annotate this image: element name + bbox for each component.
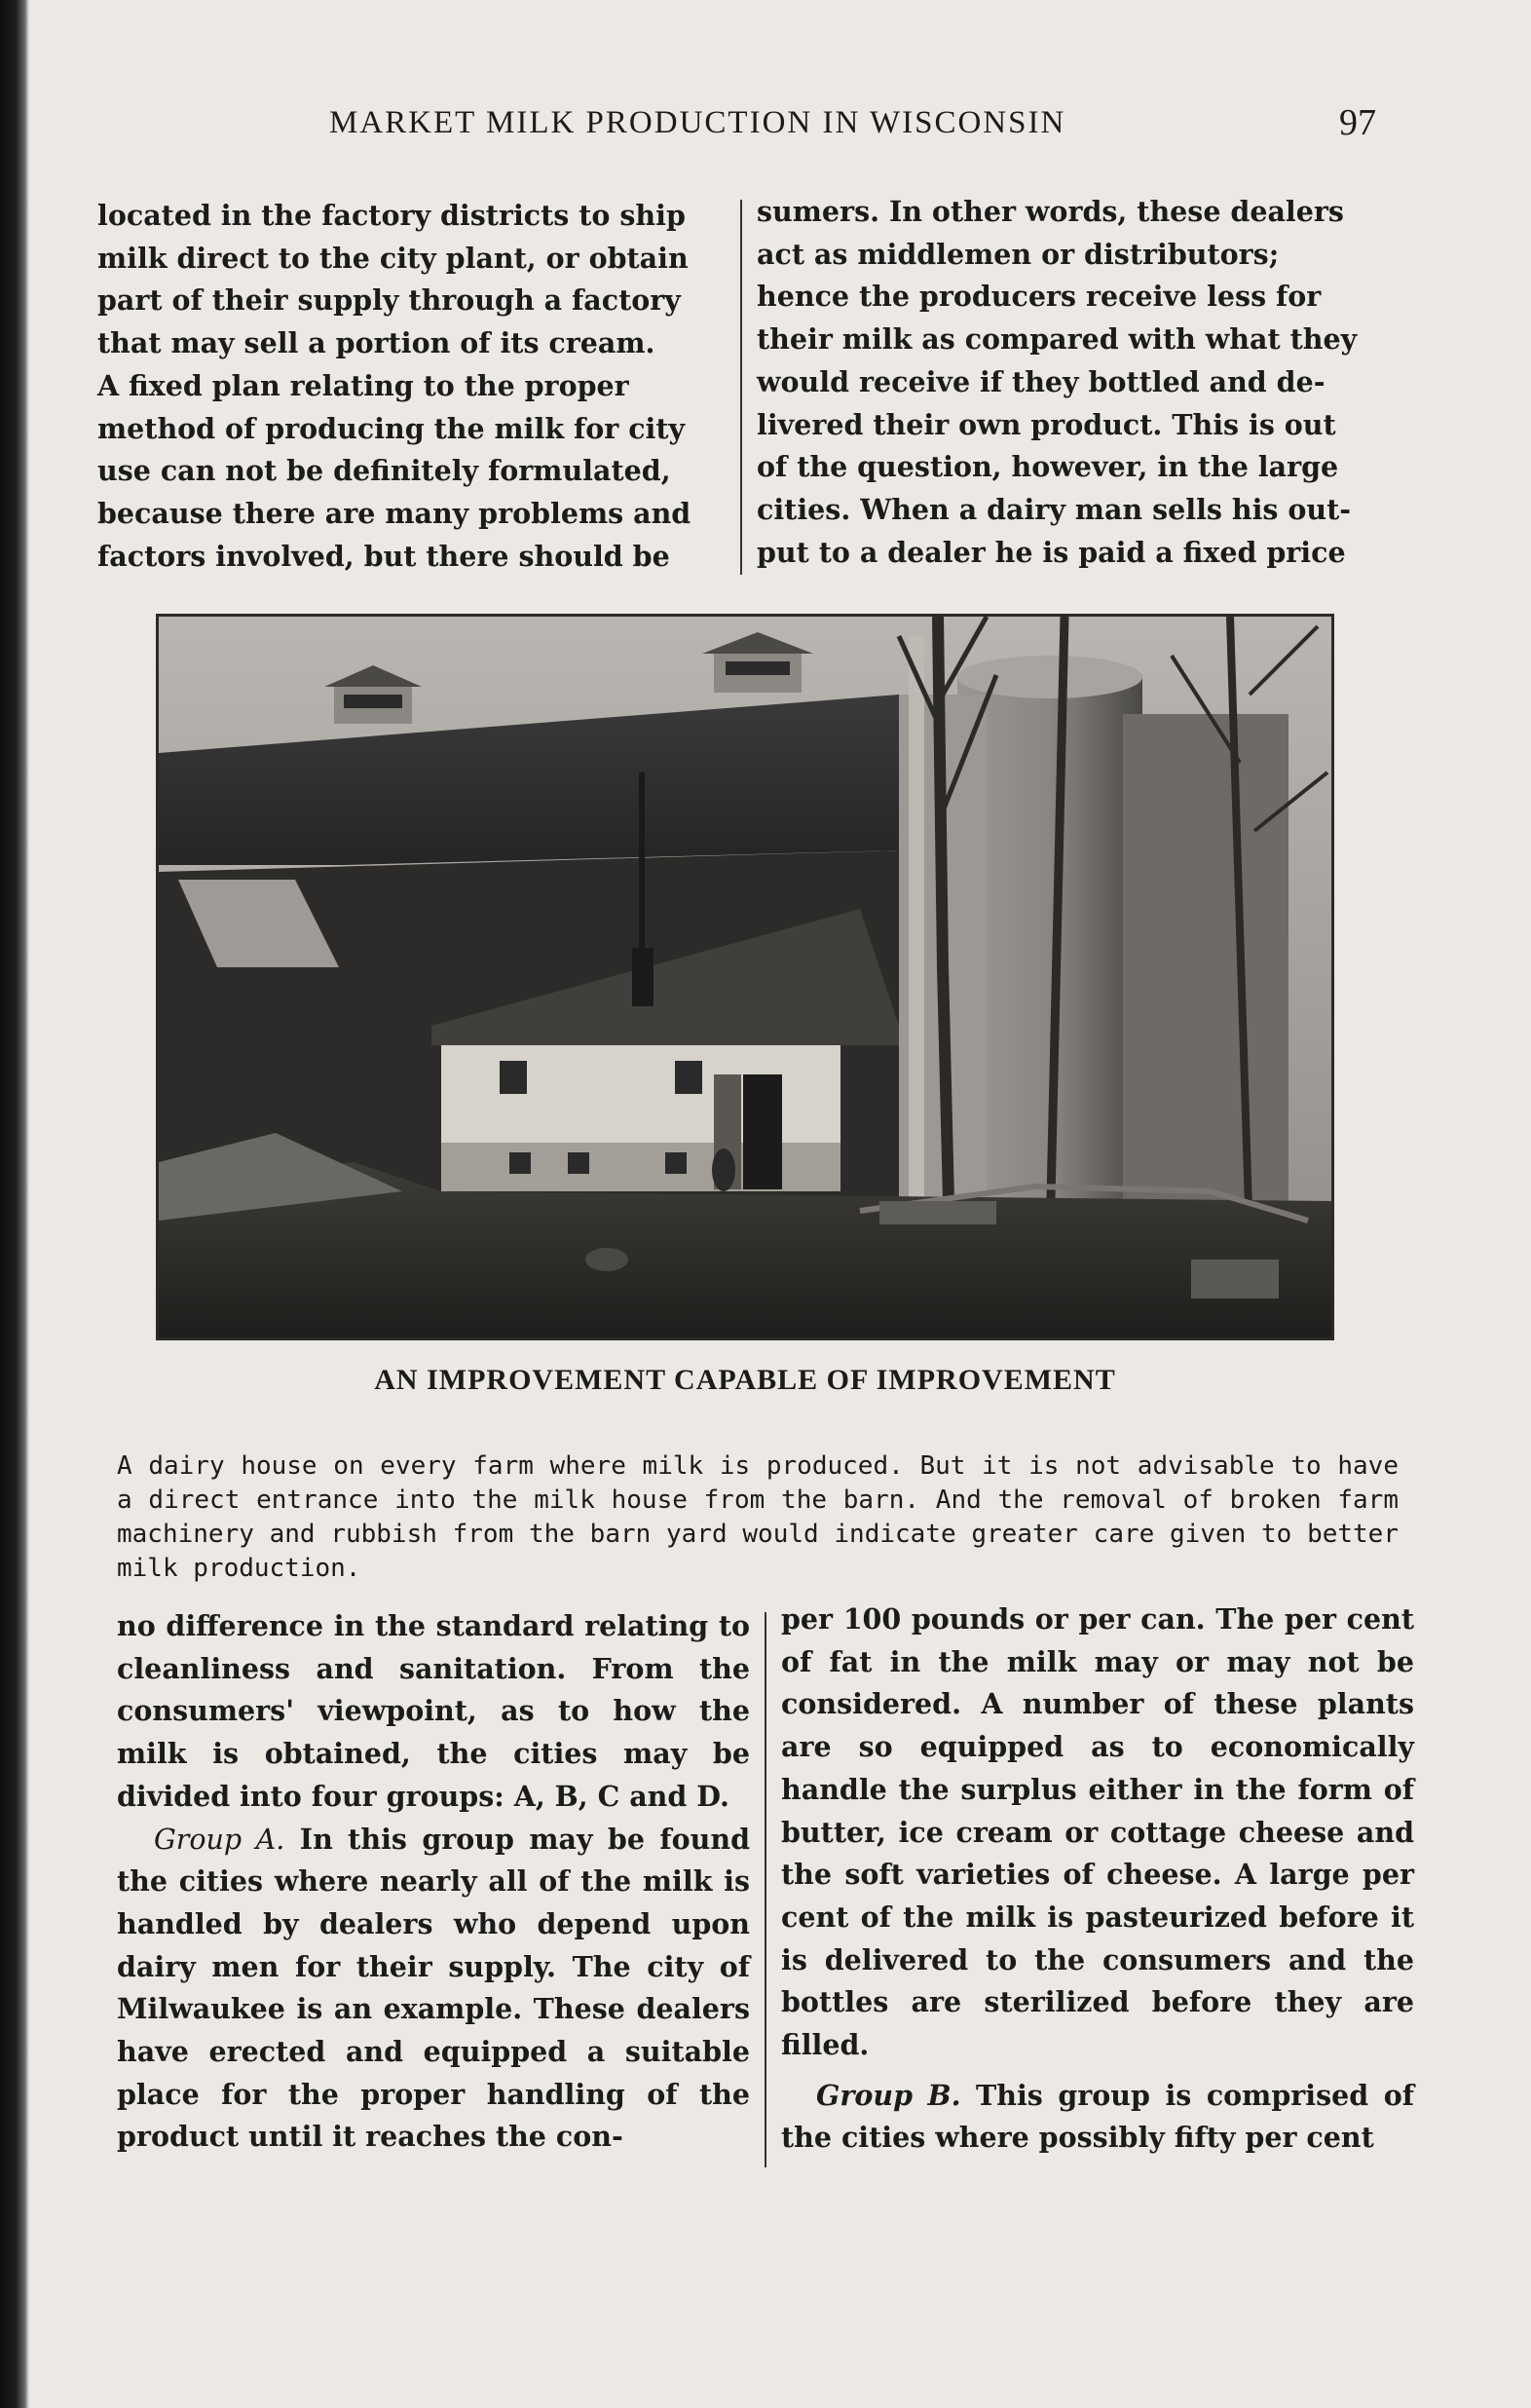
top-left-column	[97, 195, 730, 578]
text-line: put to a dealer he is paid a fixed price	[757, 535, 1346, 569]
column-divider	[765, 1612, 766, 2167]
paragraph	[781, 2075, 1414, 2160]
text-line: sumers. In other words, these dealers	[757, 195, 1344, 228]
text-line: located in the factory districts to ship	[97, 199, 686, 232]
paragraph	[117, 1819, 750, 2160]
text-line: that may sell a portion of its cream.	[97, 326, 655, 360]
text-line: because there are many problems and	[97, 496, 691, 530]
figure-caption-title: AN IMPROVEMENT CAPABLE OF IMPROVEMENT	[374, 1364, 1116, 1396]
text-line: act as middlemen or distributors;	[757, 237, 1280, 271]
page-number: 97	[1339, 102, 1376, 143]
text-line: livered their own product. This is out	[757, 407, 1336, 441]
text-line: cities. When a dairy man sells his out-	[757, 492, 1352, 526]
text-line: part of their supply through a factory	[97, 283, 681, 318]
text-line: A fixed plan relating to the proper	[97, 368, 629, 402]
text-line: their milk as compared with what they	[757, 322, 1358, 357]
text-line: of the question, however, in the large	[757, 450, 1339, 484]
group-b-label: Group B.	[816, 2078, 961, 2112]
book-binding-edge	[0, 0, 29, 2408]
bottom-right-column	[781, 1599, 1414, 2160]
running-title: MARKET MILK PRODUCTION IN WISCONSIN	[329, 105, 1066, 140]
text-line: method of producing the milk for city	[97, 411, 686, 445]
text-line: use can not be definitely formulated,	[97, 454, 671, 488]
top-right-column	[757, 191, 1390, 574]
bottom-left-column	[117, 1605, 750, 2159]
text-line: factors involved, but there should be	[97, 539, 670, 573]
column-divider	[740, 200, 742, 575]
group-a-text: In this group may be found the cities where nearly all of the milk is handled by dealers who depend upon dairy men for their supply. The city of Milwaukee is an example. These dealers have erected and equipped a suitable place for the proper handling of the product until it reaches the con-	[117, 1822, 750, 2154]
text-line: milk direct to the city plant, or obtain	[97, 241, 689, 275]
paragraph: per 100 pounds or per can. The per cent of fat in the milk may or may not be considered. A number of these plants are so equipped as to economically handle the surplus either in the form of butter, ice cream or cottage cheese and the soft varieties of cheese. A large per cent of the milk is pasteurized before it is delivered to the consumers and the bottles are sterilized before they are filled.	[781, 1602, 1414, 2062]
page-header	[0, 102, 1531, 154]
paragraph: no difference in the standard relating to cleanliness and sanitation. From the consumers' viewpoint, as to how the milk is obtained, the cities may be divided into four groups: A, B, C and D.	[117, 1609, 750, 1813]
group-b-text: This group is comprised of the cities where possibly fifty per cent	[781, 2078, 1414, 2155]
text-line: would receive if they bottled and de-	[757, 364, 1326, 398]
barn-photograph	[156, 614, 1334, 1340]
figure-caption-text: A dairy house on every farm where milk is produced. But it is not advisable to have a direct entrance into the milk house from the barn. And the removal of broken farm machinery and rubbish from the barn yard would indicate greater care given to better milk production.	[117, 1451, 1399, 1583]
group-a-label: Group A.	[154, 1823, 285, 1856]
text-line: hence the producers receive less for	[757, 280, 1322, 314]
